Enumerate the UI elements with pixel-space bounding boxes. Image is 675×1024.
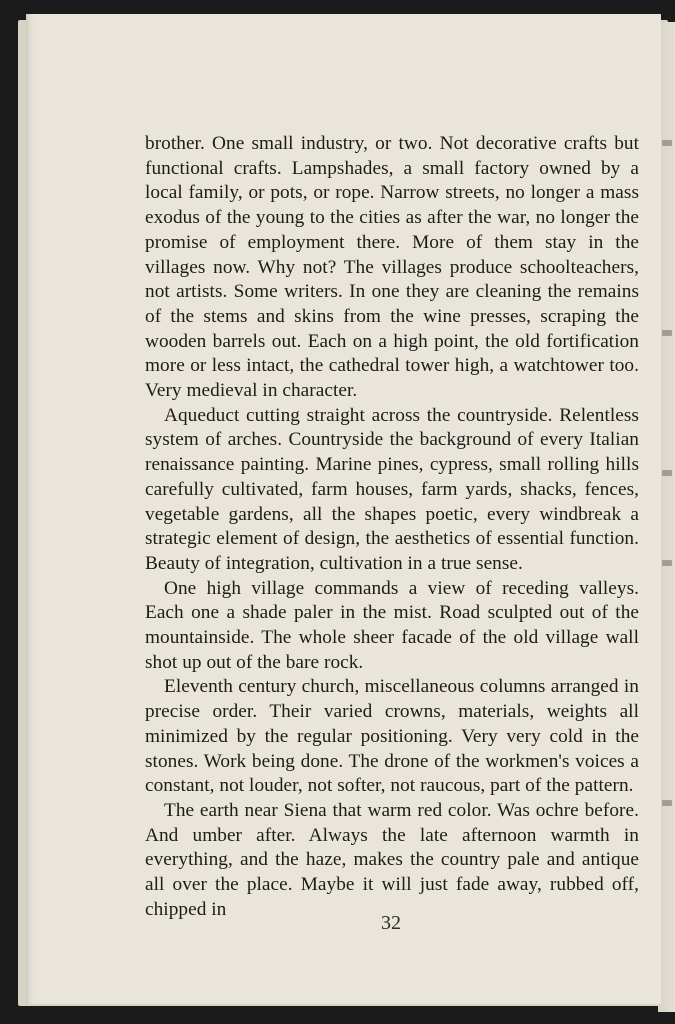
body-text bbox=[145, 132, 639, 923]
paragraph: The earth near Siena that warm red color. Was ochre before. And umber after. Always the late afternoon warmth in everything, and the haze, makes the country pale and antique all over the place. Maybe it will just fade away, rubbed off, chipped in bbox=[145, 799, 639, 920]
page-number: 32 bbox=[381, 912, 401, 934]
facing-page-ink-mark bbox=[662, 800, 672, 806]
paragraph: brother. One small industry, or two. Not decorative crafts but functional crafts. Lampshades, a small factory owned by a local family, or pots, or rope. Narrow streets, no longer a mass exodus of the young to the cities as after the war, no longer the promise of employment there. More of them stay in the villages now. Why not? The villages produce schoolteachers, not artists. Some writers. In one they are cleaning the remains of the stems and skins from the wine presses, scraping the wooden barrels out. Each on a high point, the old fortification more or less intact, the cathedral tower high, a watchtower too. Very medieval in character. bbox=[145, 133, 639, 402]
facing-page-ink-mark bbox=[662, 140, 672, 146]
facing-page-ink-mark bbox=[662, 560, 672, 566]
facing-page-ink-mark bbox=[662, 470, 672, 476]
paragraph: Aqueduct cutting straight across the countryside. Relentless system of arches. Countryside the background of every Italian renaissance painting. Marine pines, cypress, small rolling hills carefully cultivated, farm houses, farm yards, shacks, fences, vegetable gardens, all the shapes poetic, every windbreak a strategic element of design, the aesthetics of essential function. Beauty of integration, cultivation in a true sense. bbox=[145, 404, 639, 574]
facing-page-ink-mark bbox=[662, 330, 672, 336]
paragraph: Eleventh century church, miscellaneous columns arranged in precise order. Their varied crowns, materials, weights all minimized by the regular positioning. Very very cold in the stones. Work being done. The drone of the workmen's voices a constant, not louder, not softer, not raucous, part of the pattern. bbox=[145, 676, 639, 797]
paragraph: One high village commands a view of receding valleys. Each one a shade paler in the mist. Road sculpted out of the mountainside. The whole sheer facade of the old village wall shot up out of the bare rock. bbox=[145, 577, 639, 673]
